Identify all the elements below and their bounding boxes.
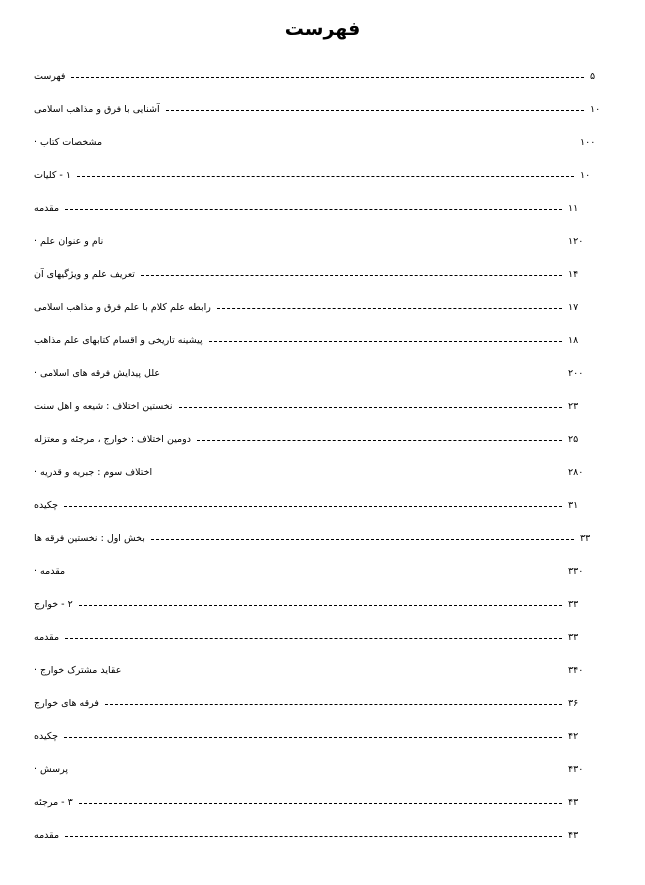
toc-entry-page-number: ۳۶	[568, 698, 579, 709]
toc-entry-page-number: ۳۳	[568, 632, 579, 643]
toc-entry-title: مشخصات کتاب ·	[34, 137, 103, 148]
dotted-leader	[105, 704, 562, 705]
toc-entry[interactable]	[34, 126, 612, 159]
toc-entry-title: اختلاف سوم : جبریه و قدریه ·	[34, 467, 153, 478]
toc-entry-page-number: ۳۳	[568, 599, 579, 610]
toc-entry[interactable]	[34, 555, 612, 588]
toc-entry[interactable]	[34, 588, 612, 621]
toc-entry-page-number: ۲۳	[568, 401, 579, 412]
dotted-leader	[166, 374, 562, 375]
dotted-leader	[74, 770, 562, 771]
toc-entry-page-number: ۴۳	[568, 797, 579, 808]
dotted-leader	[65, 638, 562, 639]
toc-entry[interactable]	[34, 159, 612, 192]
toc-entry[interactable]	[34, 423, 612, 456]
table-of-contents	[34, 60, 612, 852]
toc-entry[interactable]	[34, 687, 612, 720]
dotted-leader	[79, 803, 562, 804]
toc-entry[interactable]	[34, 753, 612, 786]
dotted-leader	[77, 176, 574, 177]
toc-entry[interactable]	[34, 786, 612, 819]
toc-entry-title: تعریف علم و ویژگیهای آن	[34, 269, 135, 280]
toc-entry[interactable]	[34, 819, 612, 852]
toc-entry-page-number: ۱۱	[568, 203, 579, 214]
toc-entry-title: نام و عنوان علم ·	[34, 236, 104, 247]
toc-entry-title: علل پیدایش فرقه های اسلامی ·	[34, 368, 161, 379]
toc-entry-title: نخستین اختلاف : شیعه و اهل سنت	[34, 401, 173, 412]
dotted-leader	[179, 407, 562, 408]
dotted-leader	[127, 671, 562, 672]
toc-entry-page-number: ۲۸۰	[568, 467, 584, 478]
toc-entry-page-number: ۴۳۰	[568, 764, 584, 775]
page-title: فهرست	[284, 18, 361, 40]
toc-entry-title: فرقه های خوارج	[34, 698, 99, 709]
dotted-leader	[108, 143, 574, 144]
toc-entry-title: ۱ - کلیات	[34, 170, 71, 181]
dotted-leader	[217, 308, 562, 309]
toc-entry-title: بخش اول : نخستین فرقه ها	[34, 533, 145, 544]
toc-entry[interactable]	[34, 489, 612, 522]
dotted-leader	[141, 275, 562, 276]
dotted-leader	[64, 737, 562, 738]
dotted-leader	[71, 77, 584, 78]
toc-entry-title: ۳ - مرجئه	[34, 797, 73, 808]
toc-entry[interactable]	[34, 456, 612, 489]
toc-entry[interactable]	[34, 522, 612, 555]
toc-entry-page-number: ۱۰	[590, 104, 601, 115]
toc-entry-page-number: ۱۸	[568, 335, 579, 346]
toc-entry-title: مقدمه	[34, 632, 60, 643]
toc-entry-title: فهرست	[34, 71, 66, 82]
toc-entry-title: دومین اختلاف : خوارج ، مرجئه و معتزله	[34, 434, 191, 445]
toc-entry-page-number: ۱۲۰	[568, 236, 584, 247]
toc-entry[interactable]	[34, 324, 612, 357]
toc-entry[interactable]	[34, 291, 612, 324]
toc-entry-page-number: ۳۳	[580, 533, 591, 544]
toc-entry[interactable]	[34, 621, 612, 654]
toc-entry-title: ۲ - خوارج	[34, 599, 73, 610]
toc-entry-title: پرسش ·	[34, 764, 68, 775]
dotted-leader	[64, 506, 562, 507]
toc-entry[interactable]	[34, 225, 612, 258]
toc-entry-page-number: ۱۰	[580, 170, 591, 181]
toc-entry[interactable]	[34, 357, 612, 390]
toc-entry-title: مقدمه ·	[34, 566, 66, 577]
dotted-leader	[65, 209, 562, 210]
toc-entry-page-number: ۳۱	[568, 500, 579, 511]
toc-entry-page-number: ۱۰۰	[580, 137, 596, 148]
dotted-leader	[79, 605, 562, 606]
toc-entry-page-number: ۲۰۰	[568, 368, 584, 379]
toc-entry-page-number: ۳۴۰	[568, 665, 584, 676]
toc-entry-title: پیشینه تاریخی و اقسام کتابهای علم مذاهب	[34, 335, 203, 346]
toc-entry[interactable]	[34, 720, 612, 753]
dotted-leader	[209, 341, 562, 342]
dotted-leader	[109, 242, 562, 243]
toc-entry-page-number: ۱۷	[568, 302, 579, 313]
toc-entry-page-number: ۴۳	[568, 830, 579, 841]
toc-entry-page-number: ۴۲	[568, 731, 579, 742]
dotted-leader	[158, 473, 562, 474]
toc-entry[interactable]	[34, 258, 612, 291]
toc-entry[interactable]	[34, 60, 612, 93]
dotted-leader	[197, 440, 562, 441]
toc-entry-title: مقدمه	[34, 203, 60, 214]
toc-entry-title: آشنایی با فرق و مذاهب اسلامی	[34, 104, 160, 115]
toc-entry-title: چکیده	[34, 500, 58, 511]
toc-entry-title: عقاید مشترک خوارج ·	[34, 665, 122, 676]
toc-entry-page-number: ۳۳۰	[568, 566, 584, 577]
dotted-leader	[166, 110, 584, 111]
toc-entry-page-number: ۵	[590, 71, 596, 82]
toc-entry-page-number: ۱۴	[568, 269, 579, 280]
dotted-leader	[65, 836, 562, 837]
toc-entry[interactable]	[34, 654, 612, 687]
toc-entry-title: رابطه علم کلام با علم فرق و مذاهب اسلامی	[34, 302, 211, 313]
toc-entry[interactable]	[34, 93, 612, 126]
dotted-leader	[151, 539, 574, 540]
toc-entry-title: چکیده	[34, 731, 58, 742]
toc-entry-title: مقدمه	[34, 830, 60, 841]
toc-entry-page-number: ۲۵	[568, 434, 579, 445]
toc-entry[interactable]	[34, 390, 612, 423]
dotted-leader	[71, 572, 562, 573]
toc-entry[interactable]	[34, 192, 612, 225]
